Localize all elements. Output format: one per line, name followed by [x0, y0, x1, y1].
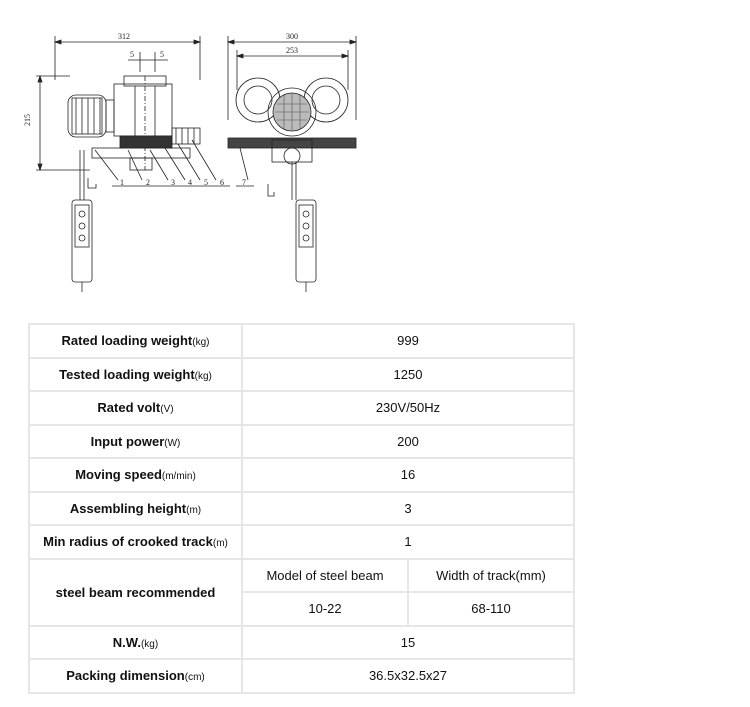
row-label: N.W.(kg) — [29, 626, 242, 660]
row-value: 15 — [242, 626, 574, 660]
row-label: Min radius of crooked track(m) — [29, 525, 242, 559]
table-row — [29, 458, 574, 492]
dim-outer-width: 300 — [286, 32, 298, 41]
row-value: 3 — [242, 492, 574, 526]
steel-beam-width-header: Width of track(mm) — [408, 559, 574, 593]
steel-beam-width-value: 68-110 — [408, 592, 574, 626]
dim-small-b: 5 — [160, 50, 164, 59]
table-row — [29, 324, 574, 358]
part-number-5: 5 — [204, 178, 208, 187]
table-row — [29, 525, 574, 559]
dim-height: 215 — [23, 114, 32, 126]
table-row — [29, 358, 574, 392]
table-row — [29, 626, 574, 660]
dim-small-a: 5 — [130, 50, 134, 59]
table-row — [29, 659, 574, 693]
row-label: Rated volt(V) — [29, 391, 242, 425]
dim-total-width: 312 — [118, 32, 130, 41]
table-row — [29, 425, 574, 459]
part-number-7: 7 — [242, 178, 246, 187]
part-number-4: 4 — [188, 178, 192, 187]
table-row — [29, 391, 574, 425]
table-row — [29, 559, 574, 593]
steel-beam-label: steel beam recommended — [29, 559, 242, 626]
row-value: 36.5x32.5x27 — [242, 659, 574, 693]
steel-beam-model-header: Model of steel beam — [242, 559, 408, 593]
table-row — [29, 492, 574, 526]
part-number-1: 1 — [120, 178, 124, 187]
row-label: Assembling height(m) — [29, 492, 242, 526]
row-label: Packing dimension(cm) — [29, 659, 242, 693]
spec-table — [28, 323, 575, 694]
row-value: 999 — [242, 324, 574, 358]
dim-inner-width: 253 — [286, 46, 298, 55]
part-number-3: 3 — [171, 178, 175, 187]
row-label: Input power(W) — [29, 425, 242, 459]
part-number-2: 2 — [146, 178, 150, 187]
technical-drawing — [0, 0, 750, 320]
row-value: 1250 — [242, 358, 574, 392]
row-label: Tested loading weight(kg) — [29, 358, 242, 392]
row-value: 230V/50Hz — [242, 391, 574, 425]
row-label: Moving speed(m/min) — [29, 458, 242, 492]
row-value: 200 — [242, 425, 574, 459]
row-label: Rated loading weight(kg) — [29, 324, 242, 358]
row-value: 1 — [242, 525, 574, 559]
part-number-6: 6 — [220, 178, 224, 187]
steel-beam-model-value: 10-22 — [242, 592, 408, 626]
row-value: 16 — [242, 458, 574, 492]
